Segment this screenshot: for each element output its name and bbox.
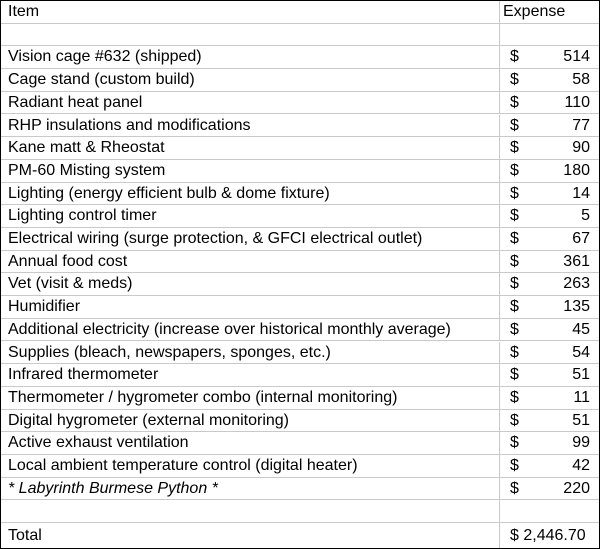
- item-name: PM-60 Misting system: [8, 161, 166, 179]
- item-name-cell[interactable]: [1, 364, 500, 386]
- currency-symbol: $: [510, 411, 519, 429]
- table-row: [1, 387, 599, 410]
- table-row: [1, 319, 599, 342]
- item-expense-cell[interactable]: [500, 183, 599, 205]
- currency-symbol: $: [510, 343, 519, 361]
- item-expense-cell[interactable]: [500, 205, 599, 227]
- currency-symbol: $: [510, 139, 519, 157]
- total-label-cell[interactable]: [1, 523, 500, 548]
- item-expense-cell[interactable]: [500, 228, 599, 250]
- item-expense-cell[interactable]: [500, 251, 599, 273]
- item-expense-cell[interactable]: [500, 478, 599, 500]
- table-row: [1, 251, 599, 274]
- item-name-cell[interactable]: [1, 296, 500, 318]
- item-expense-cell[interactable]: [500, 410, 599, 432]
- item-amount: 90: [572, 139, 590, 157]
- item-name-cell[interactable]: [1, 160, 500, 182]
- table-row: [1, 183, 599, 206]
- item-amount: 14: [572, 184, 590, 202]
- total-amount: $ 2,446.70: [510, 527, 586, 545]
- item-amount: 54: [572, 343, 590, 361]
- item-name-cell[interactable]: [1, 478, 500, 500]
- item-expense-cell[interactable]: [500, 69, 599, 91]
- currency-symbol: $: [510, 479, 519, 497]
- item-amount: 51: [572, 411, 590, 429]
- blank-row: [1, 24, 599, 47]
- item-expense-cell[interactable]: [500, 160, 599, 182]
- item-name-cell[interactable]: [1, 205, 500, 227]
- item-name-cell[interactable]: [1, 115, 500, 137]
- currency-symbol: $: [510, 320, 519, 338]
- total-label: Total: [8, 527, 42, 545]
- item-amount: 58: [572, 71, 590, 89]
- item-name: RHP insulations and modifications: [8, 116, 251, 134]
- item-amount: 135: [563, 298, 590, 316]
- currency-symbol: $: [510, 48, 519, 66]
- currency-symbol: $: [510, 298, 519, 316]
- item-expense-cell[interactable]: [500, 92, 599, 114]
- blank-item-cell[interactable]: [1, 24, 500, 46]
- item-expense-cell[interactable]: [500, 115, 599, 137]
- total-row: [1, 523, 599, 548]
- item-amount: 220: [563, 479, 590, 497]
- item-amount: 514: [563, 48, 590, 66]
- table-row: [1, 273, 599, 296]
- item-name: Lighting (energy efficient bulb & dome fixture): [8, 184, 330, 202]
- item-name-cell[interactable]: [1, 342, 500, 364]
- item-name: * Labyrinth Burmese Python *: [8, 479, 218, 497]
- currency-symbol: $: [510, 366, 519, 384]
- item-amount: 42: [572, 457, 590, 474]
- item-name: Thermometer / hygrometer combo (internal monitoring): [8, 388, 398, 406]
- table-row: [1, 455, 599, 478]
- item-name-cell[interactable]: [1, 228, 500, 250]
- item-amount: 51: [572, 366, 590, 384]
- item-amount: 110: [564, 93, 590, 111]
- item-name: Vision cage #632 (shipped): [8, 48, 202, 66]
- item-amount: 45: [572, 320, 590, 338]
- item-expense-cell[interactable]: [500, 46, 599, 68]
- blank-row: [1, 500, 599, 523]
- item-name: Vet (visit & meds): [8, 275, 133, 293]
- total-amount-cell[interactable]: [500, 523, 599, 548]
- item-name: Radiant heat panel: [8, 93, 143, 111]
- item-expense-cell[interactable]: [500, 387, 599, 409]
- currency-symbol: $: [510, 252, 519, 270]
- item-expense-cell[interactable]: [500, 137, 599, 159]
- header-item-cell[interactable]: [1, 1, 500, 23]
- currency-symbol: $: [510, 207, 519, 225]
- item-amount: 180: [563, 161, 590, 179]
- table-row: [1, 46, 599, 69]
- item-name: Cage stand (custom build): [8, 71, 195, 89]
- currency-symbol: $: [510, 275, 519, 293]
- currency-symbol: $: [510, 116, 519, 134]
- item-expense-cell[interactable]: [500, 432, 599, 454]
- item-amount: 77: [572, 116, 590, 134]
- currency-symbol: $: [510, 230, 519, 247]
- currency-symbol: $: [510, 71, 519, 89]
- table-row: [1, 228, 599, 251]
- table-row: [1, 432, 599, 455]
- table-row: [1, 478, 599, 501]
- currency-symbol: $: [510, 161, 519, 179]
- currency-symbol: $: [510, 434, 519, 452]
- table-row: [1, 137, 599, 160]
- item-amount: 11: [573, 388, 590, 406]
- table-row: [1, 205, 599, 228]
- table-row: [1, 296, 599, 319]
- item-amount: 99: [572, 434, 590, 452]
- item-name: Lighting control timer: [8, 207, 157, 225]
- table-row: [1, 410, 599, 433]
- item-name: Electrical wiring (surge protection, & GFCI electrical outlet): [8, 230, 423, 247]
- blank-expense-cell[interactable]: [500, 500, 599, 522]
- item-name: Supplies (bleach, newspapers, sponges, etc.): [8, 343, 331, 361]
- blank-expense-cell[interactable]: [500, 24, 599, 46]
- table-row: [1, 160, 599, 183]
- item-expense-cell[interactable]: [500, 455, 599, 477]
- table-row: [1, 342, 599, 365]
- currency-symbol: $: [510, 93, 519, 111]
- item-name-cell[interactable]: [1, 410, 500, 432]
- item-name: Infrared thermometer: [8, 366, 159, 384]
- table-row: [1, 92, 599, 115]
- table-row: [1, 69, 599, 92]
- item-name-cell[interactable]: [1, 432, 500, 454]
- item-expense-cell[interactable]: [500, 319, 599, 341]
- item-name: Annual food cost: [8, 252, 128, 270]
- item-amount: 67: [572, 230, 590, 247]
- header-expense-label: Expense: [503, 3, 566, 20]
- item-name: Kane matt & Rheostat: [8, 139, 165, 157]
- blank-item-cell[interactable]: [1, 500, 500, 522]
- item-expense-cell[interactable]: [500, 342, 599, 364]
- item-name-cell[interactable]: [1, 46, 500, 68]
- item-amount: 361: [563, 252, 590, 270]
- item-name-cell[interactable]: [1, 183, 500, 205]
- item-expense-cell[interactable]: [500, 273, 599, 295]
- header-row: [1, 1, 599, 24]
- item-name: Local ambient temperature control (digital heater): [8, 457, 358, 474]
- item-name-cell[interactable]: [1, 69, 500, 91]
- item-name-cell[interactable]: [1, 319, 500, 341]
- item-name: Additional electricity (increase over historical monthly average): [8, 320, 451, 338]
- currency-symbol: $: [510, 457, 519, 474]
- item-name-cell[interactable]: [1, 387, 500, 409]
- item-amount: 263: [563, 275, 590, 293]
- item-name-cell[interactable]: [1, 92, 500, 114]
- header-expense-cell[interactable]: [500, 1, 599, 23]
- header-item-label: Item: [8, 3, 40, 20]
- item-name-cell[interactable]: [1, 137, 500, 159]
- item-name: Humidifier: [8, 298, 81, 316]
- table-row: [1, 115, 599, 138]
- item-name: Digital hygrometer (external monitoring): [8, 411, 289, 429]
- table-row: [1, 364, 599, 387]
- item-expense-cell[interactable]: [500, 364, 599, 386]
- item-name: Active exhaust ventilation: [8, 434, 189, 452]
- item-name-cell[interactable]: [1, 273, 500, 295]
- item-expense-cell[interactable]: [500, 296, 599, 318]
- currency-symbol: $: [510, 388, 519, 406]
- item-name-cell[interactable]: [1, 251, 500, 273]
- item-name-cell[interactable]: [1, 455, 500, 477]
- currency-symbol: $: [510, 184, 519, 202]
- item-amount: 5: [581, 207, 590, 225]
